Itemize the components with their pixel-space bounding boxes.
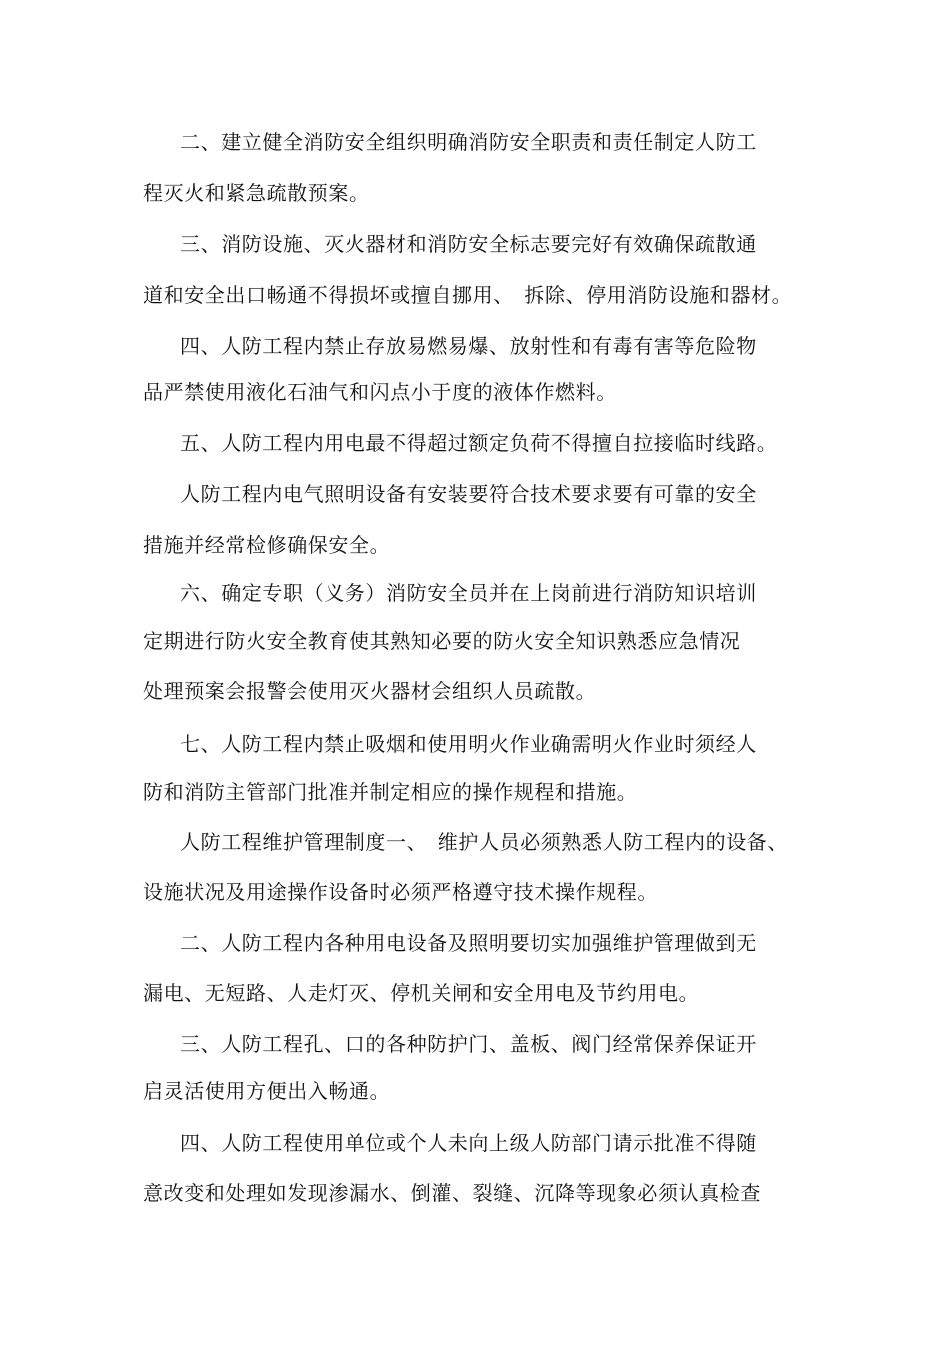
paragraph-line: 二、人防工程内各种用电设备及照明要切实加强维护管理做到无 [180, 931, 757, 955]
paragraph-line: 处理预案会报警会使用灭火器材会组织人员疏散。 [143, 679, 597, 703]
paragraph-line: 程灭火和紧急疏散预案。 [143, 181, 370, 205]
paragraph-line: 人防工程维护管理制度一、 维护人员必须熟悉人防工程内的设备、 [180, 830, 788, 854]
paragraph-line: 七、人防工程内禁止吸烟和使用明火作业确需明火作业时须经人 [180, 732, 757, 756]
paragraph-line: 四、人防工程内禁止存放易燃易爆、放射性和有毒有害等危险物 [180, 334, 757, 358]
paragraph-line: 四、人防工程使用单位或个人未向上级人防部门请示批准不得随 [180, 1131, 757, 1155]
paragraph-line: 人防工程内电气照明设备有安装要符合技术要求要有可靠的安全 [180, 482, 757, 506]
paragraph-line: 道和安全出口畅通不得损坏或擅自挪用、 拆除、停用消防设施和器材。 [143, 283, 793, 307]
paragraph-line: 定期进行防火安全教育使其熟知必要的防火安全知识熟悉应急情况 [143, 629, 741, 653]
paragraph-line: 漏电、无短路、人走灯灭、停机关闸和安全用电及节约用电。 [143, 981, 700, 1005]
paragraph-line: 防和消防主管部门批准并制定相应的操作规程和措施。 [143, 780, 638, 804]
paragraph-line: 意改变和处理如发现渗漏水、倒灌、裂缝、沉降等现象必须认真检查 [143, 1181, 761, 1205]
paragraph-line: 启灵活使用方便出入畅通。 [143, 1079, 391, 1103]
paragraph-line: 二、建立健全消防安全组织明确消防安全职责和责任制定人防工 [180, 130, 757, 154]
paragraph-line: 三、消防设施、灭火器材和消防安全标志要完好有效确保疏散通 [180, 232, 757, 256]
paragraph-line: 设施状况及用途操作设备时必须严格遵守技术操作规程。 [143, 880, 658, 904]
paragraph-line: 三、人防工程孔、口的各种防护门、盖板、阀门经常保养保证开 [180, 1032, 757, 1056]
paragraph-line: 五、人防工程内用电最不得超过额定负荷不得擅自拉接临时线路。 [180, 431, 778, 455]
paragraph-line: 措施并经常检修确保安全。 [143, 533, 391, 557]
paragraph-line: 品严禁使用液化石油气和闪点小于度的液体作燃料。 [143, 380, 617, 404]
paragraph-line: 六、确定专职（义务）消防安全员并在上岗前进行消防知识培训 [180, 581, 757, 605]
